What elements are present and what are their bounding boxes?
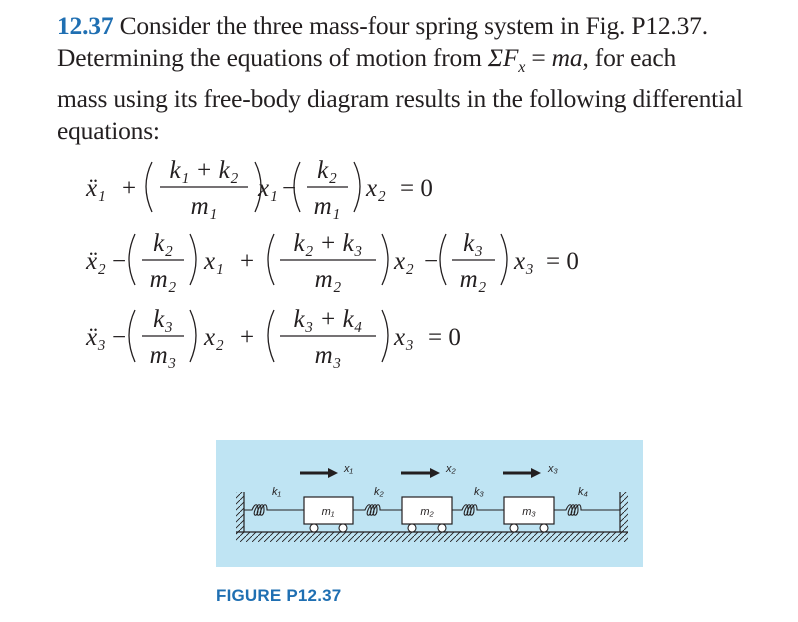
problem-line-1: 12.37 Consider the three mass-four spring system in Fig. P12.37. [57,11,708,40]
eq1-num1: k₁ + k₂ [169,157,239,184]
wheel [540,524,548,532]
problem-line-4: equations: [57,115,160,145]
spring-k4 [554,505,620,516]
label-k4: k₄ [578,486,588,498]
label-k3: k₃ [474,486,484,498]
label-k1: k₁ [272,486,281,498]
eq1-rhs: = 0 [400,175,433,202]
label-m2: m₂ [420,506,434,518]
problem-number: 12.37 [57,11,114,40]
eq1-ddx: ẍ₁ [86,175,106,202]
problem-line-2: Determining the equations of motion from $\Sigma F_x$ = ma, for each [57,42,677,76]
wheel [510,524,518,532]
eq2-num2: k₂ + k₃ [293,230,363,257]
ground-hatch [236,532,628,542]
eq3-den2: m₃ [314,342,342,369]
problem-line-3: mass using its free-body diagram results in the following differential [57,84,743,114]
eq2-num3: k₃ [463,230,483,257]
label-m3: m₃ [522,506,536,518]
eq2-den2: m₂ [314,266,342,293]
arrow-x1-head [328,468,338,478]
label-x1: x₁ [344,463,353,475]
label-k2: k₂ [374,486,384,498]
eq3-minus: − [112,324,127,351]
eq2-rhs: = 0 [546,248,579,275]
eq2-minus2: − [424,248,439,275]
figure-p12-37 [216,440,643,567]
eq2-num1: k₂ [153,230,173,257]
eq2-ddx: ẍ₂ [86,248,106,275]
spring-k1 [244,505,304,516]
arrow-x2-head [430,468,440,478]
spring-k2 [353,505,402,516]
eq3-x1: x₂ [204,324,224,351]
eq1-den2: m₁ [313,193,341,220]
eq2-den1: m₂ [149,266,177,293]
arrow-x3-head [531,468,541,478]
sum-forces: $\Sigma F_x$ [487,42,526,76]
eq2-den3: m₂ [459,266,487,293]
eq1-num2: k₂ [317,157,337,184]
eq3-num2: k₃ + k₄ [293,306,363,333]
label-x2: x₂ [446,463,456,475]
eq3-den1: m₃ [149,342,177,369]
eq3-rhs: = 0 [428,324,461,351]
spring-k3 [452,505,504,516]
eq2-minus1: − [112,248,127,275]
eq1-x1: x₁ [258,175,278,202]
label-m1: m₁ [321,506,335,518]
wheel [339,524,347,532]
figure-caption: FIGURE P12.37 [216,586,342,605]
eq3-num1: k₃ [153,306,173,333]
mass-spring-diagram [216,440,643,567]
label-x3: x₃ [548,463,558,475]
eq2-x2: x₂ [394,248,414,275]
eq3-x2: x₃ [394,324,414,351]
eq1-den1: m₁ [190,193,218,220]
left-wall [236,492,244,534]
wheel [310,524,318,532]
eq2-x3: x₃ [514,248,534,275]
eq2-plus: + [240,248,255,275]
eq1-x2: x₂ [366,175,386,202]
wheel [438,524,446,532]
eq2-x1: x₁ [204,248,224,275]
eq1-plus: + [122,175,137,202]
right-wall [620,492,628,534]
eq3-plus: + [240,324,255,351]
eq3-ddx: ẍ₃ [86,324,106,351]
wheel [408,524,416,532]
eq1-minus: − [282,175,297,202]
